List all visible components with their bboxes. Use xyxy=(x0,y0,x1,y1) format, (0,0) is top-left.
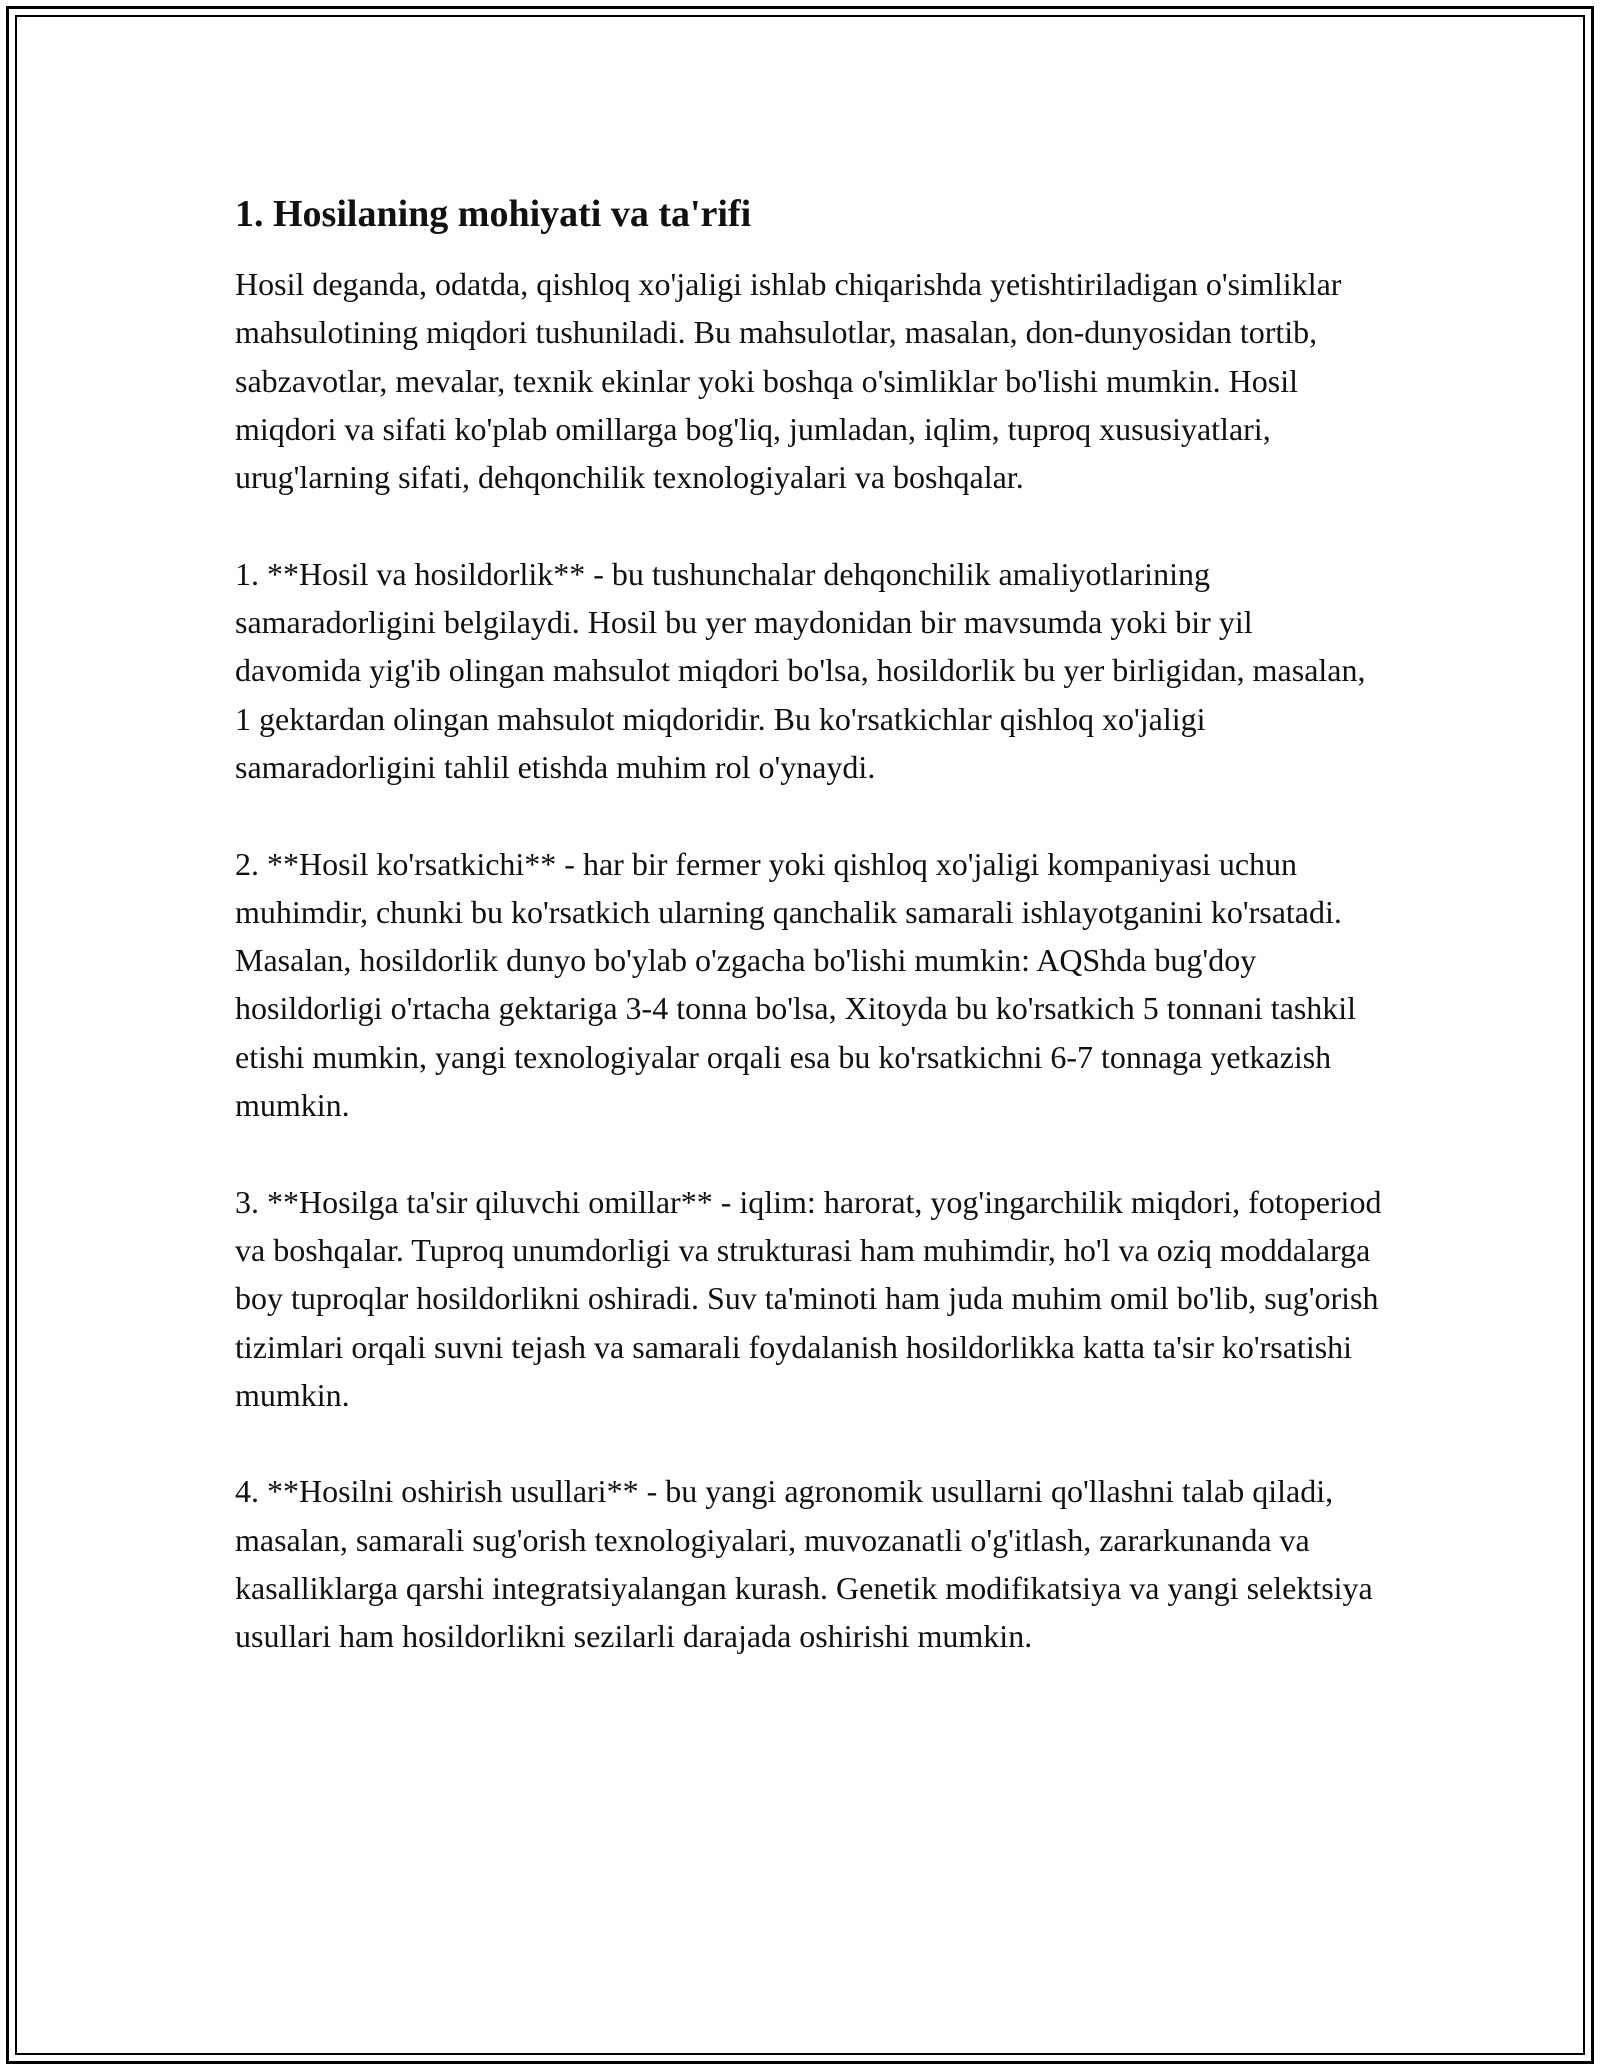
paragraph-hosil-korsatkichi: 2. **Hosil ko'rsatkichi** - har bir fermer yoki qishloq xo'jaligi kompaniyasi uchun muhimdir, chunki bu ko'rsatkich ularning qanchalik samarali ishlayotganini ko'rsatadi. Masalan, hosildorlik dunyo bo'ylab o'zgacha bo'lishi mumkin: AQShda bug'doy hosildorligi o'rtacha gektariga 3-4 tonna bo'lsa, Xitoyda bu ko'rsatkich 5 tonnani tashkil etishi mumkin, yangi texnologiyalar orqali esa bu ko'rsatkichni 6-7 tonnaga yetkazish mumkin. xyxy=(235,845,1357,1124)
document-body xyxy=(235,188,1385,1709)
paragraph-oshirish-usullari: 4. **Hosilni oshirish usullari** - bu yangi agronomik usullarni qo'llashni talab qiladi, masalan, samarali sug'orish texnologiyalari, muvozanatli o'g'itlash, zararkunanda va kasalliklarga qarshi integratsiyalangan kurash. Genetik modifikatsiya va yangi selektsiya usullari ham hosildorlikni sezilarli darajada oshirishi mumkin. xyxy=(235,1473,1373,1655)
document-title: 1. Hosilaning mohiyati va ta'rifi xyxy=(235,193,752,235)
paragraph-hosil-va-hosildorlik: 1. **Hosil va hosildorlik** - bu tushunchalar dehqonchilik amaliyotlarining samaradorligini belgilaydi. Hosil bu yer maydonidan bir mavsumda yoki bir yil davomida yig'ib olingan mahsulot miqdori bo'lsa, hosildorlik bu yer birligidan, masalan, 1 gektardan olingan mahsulot miqdoridir. Bu ko'rsatkichlar qishloq xo'jaligi samaradorligini tahlil etishda muhim rol o'ynaydi. xyxy=(235,555,1366,785)
intro-paragraph: Hosil deganda, odatda, qishloq xo'jaligi ishlab chiqarishda yetishtiriladigan o'simliklar mahsulotining miqdori tushuniladi. Bu mahsulotlar, masalan, don-dunyosidan tortib, sabzavotlar, mevalar, texnik ekinlar yoki boshqa o'simliklar bo'lishi mumkin. Hosil miqdori va sifati ko'plab omillarga bog'liq, jumladan, iqlim, tuproq xususiyatlari, urug'larning sifati, dehqonchilik texnologiyalari va boshqalar. xyxy=(235,266,1342,496)
paragraph-tasir-qiluvchi-omillar: 3. **Hosilga ta'sir qiluvchi omillar** - iqlim: harorat, yog'ingarchilik miqdori, fotoperiod va boshqalar. Tuproq unumdorligi va strukturasi ham muhimdir, ho'l va oziq moddalarga boy tuproqlar hosildorlikni oshiradi. Suv ta'minoti ham juda muhim omil bo'lib, sug'orish tizimlari orqali suvni tejash va samarali foydalanish hosildorlikka katta ta'sir ko'rsatishi mumkin. xyxy=(235,1183,1382,1413)
